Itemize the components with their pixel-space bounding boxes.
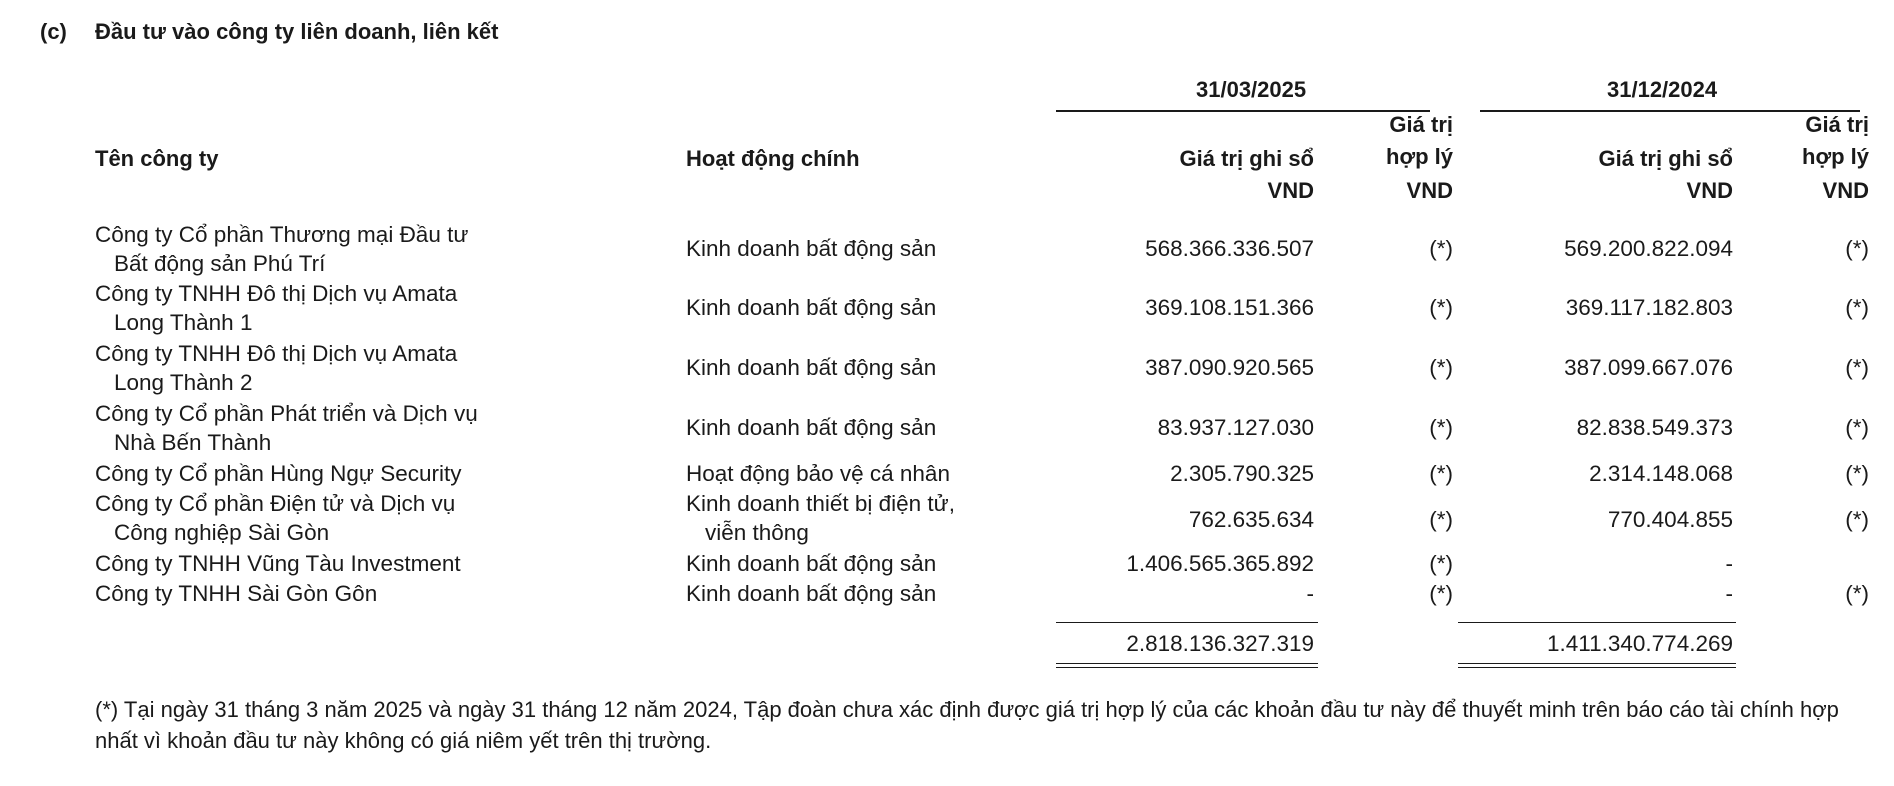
main-activity: Kinh doanh thiết bị điện tử,: [686, 491, 956, 516]
main-activity: Kinh doanh bất động sản: [686, 236, 937, 261]
book-value-header-2025: Giá trị ghi sổ: [1179, 146, 1314, 171]
company-name: Công ty TNHH Đô thị Dịch vụ Amata: [95, 281, 458, 306]
period-2025-rule: [1056, 110, 1430, 112]
company-name: Công ty Cổ phần Hùng Ngự Security: [95, 461, 462, 486]
book-value-2024: 770.404.855: [1607, 507, 1733, 532]
book-value-2025: 369.108.151.366: [1145, 295, 1314, 320]
unit-header-2024-bv: VND: [1686, 178, 1733, 203]
total-double-rule-2024-b: [1458, 667, 1736, 668]
total-double-rule-2025-b: [1056, 667, 1318, 668]
fair-value-header-2024: Giá trị: [1805, 112, 1869, 137]
unit-header-2025-fv: VND: [1406, 178, 1453, 203]
fair-value-header-2024-line2: hợp lý: [1802, 144, 1869, 169]
book-value-2025: 387.090.920.565: [1145, 355, 1314, 380]
book-value-2024: 369.117.182.803: [1565, 295, 1733, 320]
fair-value-2025: (*): [1429, 355, 1453, 380]
company-name-cont: Bất động sản Phú Trí: [114, 251, 326, 276]
fair-value-2024: (*): [1845, 295, 1869, 320]
main-activity: Kinh doanh bất động sản: [686, 415, 937, 440]
fair-value-header-2025-line2: hợp lý: [1386, 144, 1453, 169]
company-name-cont: Long Thành 1: [114, 310, 253, 335]
fair-value-header-2025: Giá trị: [1389, 112, 1453, 137]
fair-value-2024: (*): [1845, 355, 1869, 380]
activity-column-header: Hoạt động chính: [686, 146, 860, 171]
book-value-2025: 1.406.565.365.892: [1126, 551, 1314, 576]
company-name-cont: Công nghiệp Sài Gòn: [114, 520, 330, 545]
company-name: Công ty Cổ phần Điện tử và Dịch vụ: [95, 491, 456, 516]
company-name: Công ty TNHH Vũng Tàu Investment: [95, 551, 461, 576]
book-value-header-2024: Giá trị ghi sổ: [1598, 146, 1733, 171]
company-name: Công ty Cổ phần Thương mại Đầu tư: [95, 222, 469, 247]
main-activity: Kinh doanh bất động sản: [686, 295, 937, 320]
main-activity: Hoạt động bảo vệ cá nhân: [686, 461, 950, 486]
footnote: (*) Tại ngày 31 tháng 3 năm 2025 và ngày 31 tháng 12 năm 2024, Tập đoàn chưa xác định được giá trị hợp lý của các khoản đầu tư này để thuyết minh trên báo cáo tài chính hợp nhất vì khoản đầu tư này không có giá niêm yết trên thị trường.: [95, 697, 1839, 753]
main-activity: Kinh doanh bất động sản: [686, 355, 937, 380]
book-value-2024: 2.314.148.068: [1589, 461, 1733, 486]
fair-value-2025: (*): [1429, 507, 1453, 532]
total-double-rule-2025-a: [1056, 663, 1318, 664]
book-value-2024: 569.200.822.094: [1564, 236, 1733, 261]
fair-value-2025: (*): [1429, 551, 1453, 576]
total-top-rule-2025: [1056, 622, 1318, 623]
book-value-2024: -: [1725, 581, 1733, 606]
company-name-cont: Nhà Bến Thành: [114, 430, 272, 455]
fair-value-2025: (*): [1429, 236, 1453, 261]
fair-value-2024: (*): [1845, 415, 1869, 440]
section-label: (c): [40, 19, 67, 44]
total-top-rule-2024: [1458, 622, 1736, 623]
book-value-2024: 387.099.667.076: [1564, 355, 1733, 380]
unit-header-2024-fv: VND: [1822, 178, 1869, 203]
book-value-2024: -: [1725, 551, 1733, 576]
company-name: Công ty TNHH Đô thị Dịch vụ Amata: [95, 341, 458, 366]
period-date-2024: 31/12/2024: [1607, 77, 1718, 102]
section-title: Đầu tư vào công ty liên doanh, liên kết: [95, 19, 499, 44]
company-column-header: Tên công ty: [95, 146, 219, 171]
book-value-2025: -: [1306, 581, 1314, 606]
book-value-2025: 762.635.634: [1188, 507, 1314, 532]
book-value-2024: 82.838.549.373: [1576, 415, 1733, 440]
total-book-value-2025: 2.818.136.327.319: [1126, 631, 1314, 656]
main-activity: Kinh doanh bất động sản: [686, 581, 937, 606]
fair-value-2024: (*): [1845, 461, 1869, 486]
total-book-value-2024: 1.411.340.774.269: [1546, 631, 1733, 656]
company-name-cont: Long Thành 2: [114, 370, 253, 395]
fair-value-2025: (*): [1429, 581, 1453, 606]
period-2024-rule: [1480, 110, 1860, 112]
fair-value-2024: (*): [1845, 581, 1869, 606]
fair-value-2025: (*): [1429, 461, 1453, 486]
book-value-2025: 568.366.336.507: [1145, 236, 1314, 261]
unit-header-2025-bv: VND: [1267, 178, 1314, 203]
main-activity-cont: viễn thông: [705, 520, 809, 545]
total-double-rule-2024-a: [1458, 663, 1736, 664]
fair-value-2024: (*): [1845, 236, 1869, 261]
book-value-2025: 83.937.127.030: [1157, 415, 1314, 440]
fair-value-2025: (*): [1429, 415, 1453, 440]
period-date-2025: 31/03/2025: [1196, 77, 1307, 102]
main-activity: Kinh doanh bất động sản: [686, 551, 937, 576]
company-name: Công ty Cổ phần Phát triển và Dịch vụ: [95, 401, 478, 426]
book-value-2025: 2.305.790.325: [1170, 461, 1314, 486]
fair-value-2025: (*): [1429, 295, 1453, 320]
fair-value-2024: (*): [1845, 507, 1869, 532]
company-name: Công ty TNHH Sài Gòn Gôn: [95, 581, 378, 606]
